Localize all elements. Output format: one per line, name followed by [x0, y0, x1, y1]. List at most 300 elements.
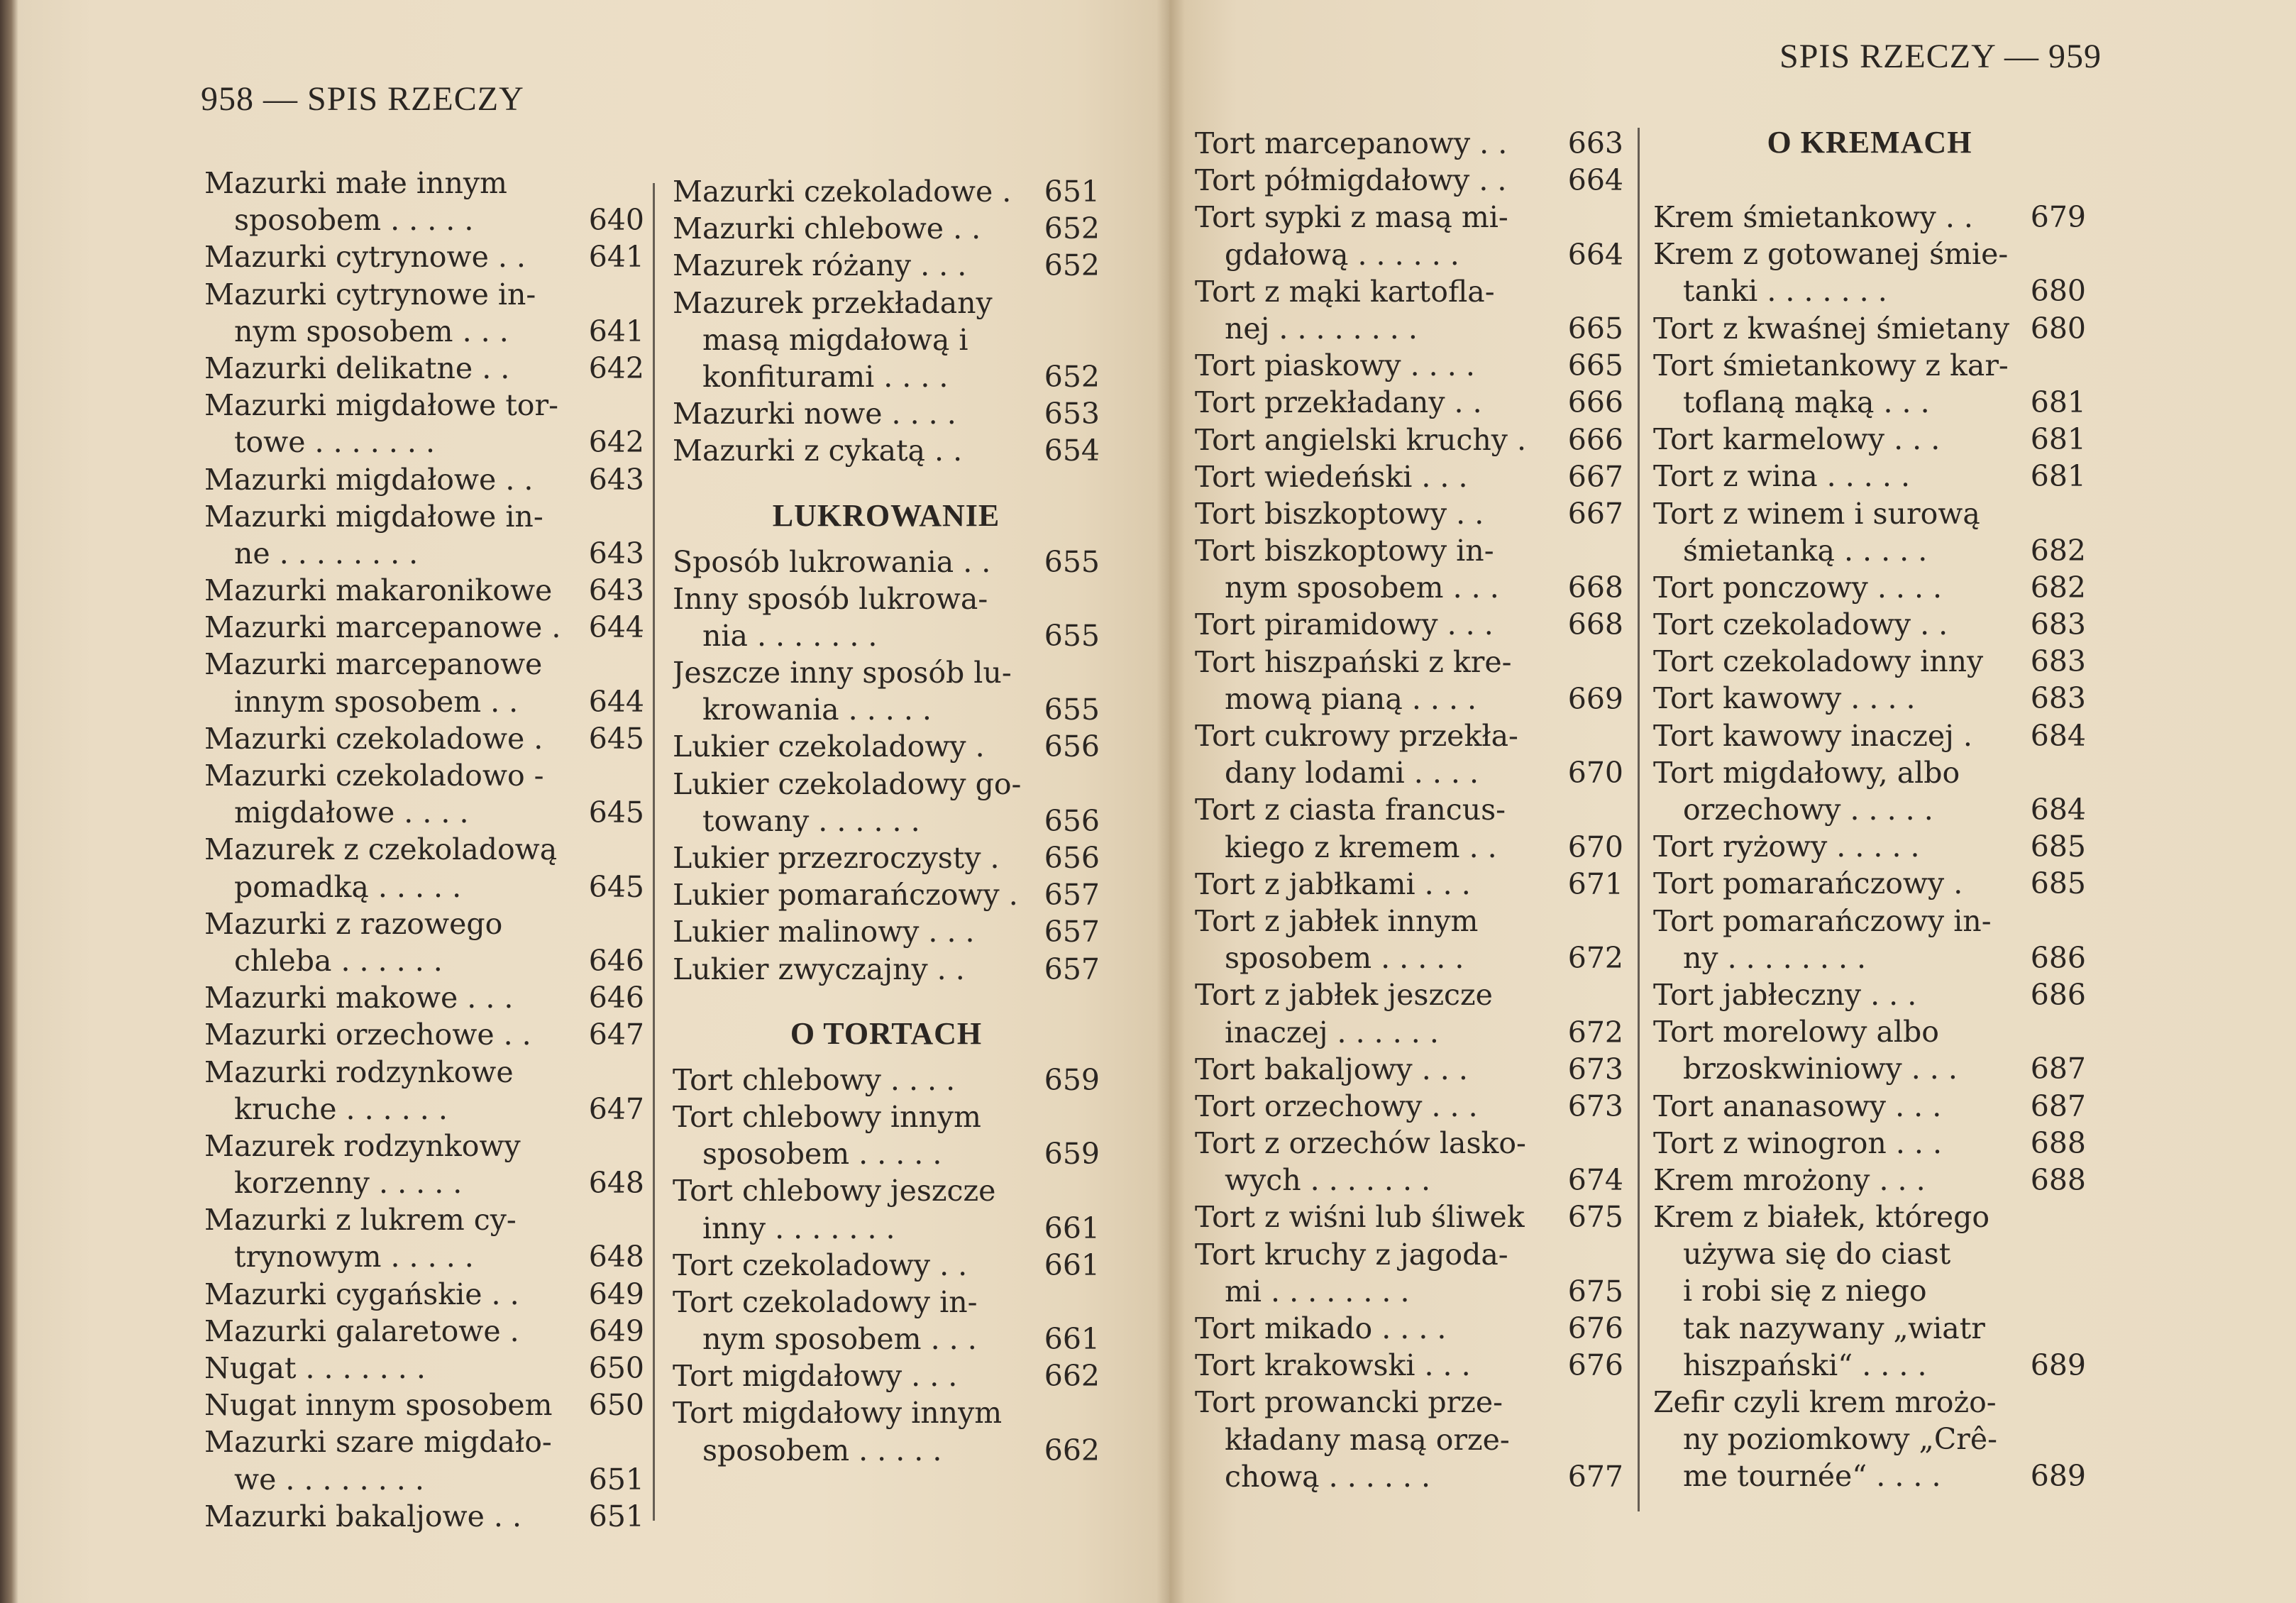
entry-title: Tort z orzechów lasko- [1195, 1126, 1526, 1161]
index-entry [673, 839, 1100, 876]
index-entry [673, 580, 1100, 617]
index-entry [1653, 1125, 2086, 1162]
entry-title: ne . . . . . . . . [234, 536, 419, 571]
entry-page-number: 661 [1044, 1211, 1100, 1245]
index-entry [204, 498, 644, 535]
index-entry [1195, 236, 1623, 273]
entry-page-number: 683 [2030, 607, 2086, 642]
entry-title: Mazurek różany . . . [673, 248, 967, 283]
index-entry [1653, 643, 2086, 680]
entry-title: używa się do ciast [1683, 1237, 1951, 1272]
entry-title: Tort śmietankowy z kar- [1653, 348, 2009, 382]
index-entry [1653, 680, 2086, 717]
index-entry [673, 617, 1100, 654]
entry-page-number: 676 [1567, 1348, 1623, 1383]
index-entry [1195, 1051, 1623, 1088]
entry-title: tak nazywany „wiatr [1683, 1311, 1985, 1345]
index-entry [1653, 458, 2086, 495]
index-entry [1653, 421, 2086, 458]
entry-page-number: 686 [2030, 940, 2086, 975]
entry-page-number: 667 [1567, 459, 1623, 494]
entry-page-number: 681 [2030, 459, 2086, 494]
entry-title: krowania . . . . . [702, 693, 932, 727]
entry-page-number: 651 [1044, 175, 1100, 209]
entry-page-number: 657 [1044, 915, 1100, 949]
entry-title: dany lodami . . . . [1225, 756, 1479, 791]
entry-page-number: 672 [1567, 941, 1623, 976]
entry-page-number: 685 [2030, 830, 2086, 864]
entry-title: Tort chlebowy jeszcze [673, 1174, 996, 1208]
entry-title: nia . . . . . . . [702, 618, 878, 653]
index-entry [1653, 1310, 2086, 1347]
entry-page-number: 661 [1044, 1322, 1100, 1357]
index-entry [673, 654, 1100, 691]
index-entry [1195, 1273, 1623, 1310]
entry-title: Tort z winogron . . . [1653, 1125, 1943, 1160]
entry-title: Inny sposób lukrowa- [673, 581, 988, 616]
entry-page-number: 647 [588, 1091, 644, 1126]
entry-page-number: 651 [588, 1462, 644, 1497]
entry-page-number: 645 [588, 869, 644, 904]
index-entry [204, 1313, 644, 1350]
index-entry [204, 1498, 644, 1535]
entry-title: masą migdałową i [702, 322, 968, 357]
entry-title: Mazurki czekoladowo - [204, 759, 544, 793]
index-entry [204, 1461, 644, 1498]
entry-title: Tort piramidowy . . . [1195, 607, 1494, 642]
entry-page-number: 644 [588, 610, 644, 645]
index-entry [1195, 495, 1623, 532]
entry-title: Mazurki cytrynowe in- [204, 277, 536, 312]
right-page [1169, 0, 2296, 1603]
index-entry [204, 461, 644, 498]
index-entry [673, 803, 1100, 839]
entry-title: Mazurki orzechowe . . [204, 1018, 531, 1052]
tortach-list [673, 1062, 1100, 1469]
entry-title: ny . . . . . . . . [1683, 940, 1867, 975]
index-entry [1195, 1310, 1623, 1347]
entry-title: Tort ananasowy . . . [1653, 1089, 1942, 1123]
entry-title: Mazurki bakaljowe . . [204, 1499, 521, 1533]
index-entry [1653, 236, 2086, 272]
index-entry [1195, 310, 1623, 347]
entry-title: sposobem . . . . . [1225, 941, 1464, 976]
index-entry [1195, 569, 1623, 606]
entry-page-number: 651 [588, 1499, 644, 1533]
index-entry [673, 1172, 1100, 1209]
entry-title: chleba . . . . . . [234, 943, 443, 978]
entry-page-number: 663 [1567, 126, 1623, 160]
index-entry [1653, 1235, 2086, 1272]
entry-page-number: 674 [1567, 1163, 1623, 1198]
index-entry [204, 424, 644, 461]
section-title-o-tortach: O TORTACH [790, 1015, 983, 1051]
entry-title: kiego z kremem . . [1225, 830, 1497, 864]
column-divider [1638, 128, 1640, 1511]
entry-title: Tort migdałowy . . . [673, 1359, 958, 1394]
entry-title: Mazurki czekoladowe . [673, 175, 1012, 209]
index-entry [1195, 681, 1623, 717]
entry-title: Mazurki z lukrem cy- [204, 1203, 517, 1238]
index-entry [673, 1394, 1100, 1431]
entry-page-number: 687 [2030, 1052, 2086, 1086]
entry-title: wych . . . . . . . [1225, 1163, 1431, 1198]
entry-page-number: 643 [588, 536, 644, 571]
index-entry [204, 942, 644, 979]
entry-title: Tort morelowy albo [1653, 1015, 1939, 1050]
entry-page-number: 684 [2030, 718, 2086, 753]
entry-page-number: 646 [588, 981, 644, 1015]
right-page-header: SPIS RZECZY — 959 [1779, 38, 2102, 75]
index-entry [1653, 865, 2086, 902]
index-entry [673, 951, 1100, 988]
index-entry [1653, 272, 2086, 309]
entry-title: Tort marcepanowy . . [1195, 126, 1508, 160]
entry-title: Tort mikado . . . . [1195, 1311, 1447, 1345]
index-entry [1653, 1013, 2086, 1050]
entry-page-number: 675 [1567, 1274, 1623, 1309]
index-entry [204, 1350, 644, 1387]
entry-page-number: 640 [588, 203, 644, 238]
index-entry [204, 165, 644, 202]
entry-title: Tort migdałowy innym [673, 1396, 1003, 1431]
entry-title: Tort wiedeński . . . [1195, 459, 1468, 494]
entry-title: gdałową . . . . . . [1225, 237, 1459, 272]
index-entry [204, 979, 644, 1016]
section-title-o-kremach: O KREMACH [1767, 125, 1972, 160]
entry-title: konfiturami . . . . [702, 359, 949, 394]
index-entry [1653, 1347, 2086, 1384]
index-entry [1653, 976, 2086, 1013]
book-gutter [1157, 0, 1185, 1603]
index-entry [204, 1238, 644, 1275]
index-entry [1653, 940, 2086, 976]
index-entry [673, 247, 1100, 284]
index-entry [1653, 754, 2086, 791]
entry-page-number: 673 [1567, 1052, 1623, 1086]
entry-title: sposobem . . . . . [234, 203, 474, 238]
entry-title: Tort chlebowy innym [673, 1099, 981, 1134]
entry-page-number: 673 [1567, 1089, 1623, 1123]
index-entry [204, 1387, 644, 1423]
index-entry [1195, 384, 1623, 421]
entry-title: Krem mrożony . . . [1653, 1162, 1926, 1197]
entry-title: Tort kruchy z jagoda- [1195, 1237, 1508, 1272]
index-entry [1195, 458, 1623, 495]
entry-page-number: 644 [588, 684, 644, 719]
left-column-2 [673, 173, 1100, 1469]
entry-page-number: 689 [2030, 1459, 2086, 1494]
entry-title: Mazurki nowe . . . . [673, 397, 956, 431]
entry-page-number: 647 [588, 1018, 644, 1052]
entry-page-number: 657 [1044, 952, 1100, 986]
entry-title: mową pianą . . . . [1225, 681, 1477, 716]
entry-page-number: 642 [588, 351, 644, 385]
index-entry [204, 1276, 644, 1313]
entry-title: Mazurki z cykatą . . [673, 434, 963, 468]
index-entry [1195, 1236, 1623, 1273]
index-entry [1195, 1199, 1623, 1235]
entry-title: Mazurki cygańskie . . [204, 1277, 519, 1311]
index-entry [1653, 199, 2086, 236]
entry-title: trynowym . . . . . [234, 1240, 474, 1274]
entry-title: Mazurki delikatne . . [204, 351, 510, 385]
index-entry [1195, 1458, 1623, 1495]
entry-title: Tort ryżowy . . . . . [1653, 830, 1920, 864]
entry-page-number: 650 [588, 1388, 644, 1423]
entry-title: Mazurki galaretowe . [204, 1313, 519, 1348]
entry-title: Lukier pomarańczowy . [673, 878, 1018, 913]
entry-title: Tort z jabłkami . . . [1195, 866, 1471, 901]
index-entry [673, 1062, 1100, 1098]
index-entry [673, 728, 1100, 765]
index-entry [673, 173, 1100, 210]
entry-page-number: 670 [1567, 756, 1623, 791]
entry-title: Tort hiszpański z kre- [1195, 644, 1512, 679]
entry-page-number: 649 [588, 1277, 644, 1311]
entry-page-number: 645 [588, 721, 644, 756]
entry-title: Mazurki szare migdało- [204, 1425, 552, 1460]
entry-page-number: 686 [2030, 977, 2086, 1012]
entry-title: Tort półmigdałowy . . [1195, 163, 1507, 198]
entry-title: Tort z wina . . . . . [1653, 459, 1910, 494]
index-entry [204, 1201, 644, 1238]
entry-title: Nugat innym sposobem [204, 1388, 553, 1423]
index-entry [1195, 976, 1623, 1013]
entry-page-number: 642 [588, 425, 644, 460]
entry-title: Mazurki z razowego [204, 906, 503, 941]
entry-title: Tort jabłeczny . . . [1653, 977, 1917, 1012]
entry-title: Mazurki migdałowe tor- [204, 388, 558, 423]
kremach-list [1653, 199, 2086, 1495]
right-column-2 [1653, 115, 2086, 1495]
entry-page-number: 682 [2030, 570, 2086, 605]
index-entry [673, 321, 1100, 358]
index-entry [673, 1098, 1100, 1135]
entry-page-number: 671 [1567, 866, 1623, 901]
entry-title: pomadką . . . . . [234, 869, 462, 904]
entry-page-number: 659 [1044, 1137, 1100, 1172]
entry-page-number: 672 [1567, 1015, 1623, 1050]
entry-title: Tort cukrowy przekła- [1195, 719, 1518, 753]
entry-title: toflaną mąką . . . [1683, 385, 1930, 419]
entry-page-number: 662 [1044, 1433, 1100, 1467]
left-column-1 [204, 165, 644, 1535]
index-entry [1653, 310, 2086, 347]
entry-title: Lukier czekoladowy go- [673, 766, 1022, 801]
entry-title: Tort z kwaśnej śmietany [1653, 311, 2010, 346]
entry-title: Tort piaskowy . . . . [1195, 348, 1475, 383]
index-entry [1653, 828, 2086, 865]
entry-page-number: 646 [588, 943, 644, 978]
index-entry [204, 869, 644, 905]
entry-title: nym sposobem . . . [234, 314, 509, 348]
index-entry [1195, 1014, 1623, 1051]
entry-title: Tort krakowski . . . [1195, 1348, 1471, 1383]
entry-title: orzechowy . . . . . [1683, 793, 1933, 827]
entry-title: Mazurki marcepanowe [204, 647, 543, 682]
entry-title: hiszpański“ . . . . [1683, 1348, 1927, 1382]
entry-title: Lukier malinowy . . . [673, 915, 975, 949]
entry-title: Tort przekładany . . [1195, 385, 1482, 420]
index-entry [673, 544, 1100, 580]
index-entry [1195, 791, 1623, 828]
entry-page-number: 656 [1044, 803, 1100, 838]
entry-title: Tort czekoladowy . . [1653, 607, 1948, 642]
entry-page-number: 677 [1567, 1459, 1623, 1494]
entry-title: towe . . . . . . . [234, 425, 435, 460]
entry-page-number: 662 [1044, 1359, 1100, 1394]
book-edge-shadow [0, 0, 18, 1603]
index-entry [204, 238, 644, 275]
entry-title: sposobem . . . . . [702, 1137, 942, 1172]
entry-title: Krem śmietankowy . . [1653, 200, 1973, 234]
entry-title: innym sposobem . . [234, 684, 519, 719]
entry-title: Tort czekoladowy . . [673, 1247, 968, 1282]
entry-title: Mazurek rodzynkowy [204, 1128, 521, 1163]
index-entry [673, 766, 1100, 803]
lukrowanie-list [673, 544, 1100, 988]
entry-page-number: 655 [1044, 544, 1100, 579]
entry-title: Tort chlebowy . . . . [673, 1062, 956, 1097]
entry-title: Tort z jabłek jeszcze [1195, 978, 1493, 1013]
entry-page-number: 661 [1044, 1247, 1100, 1282]
index-entry [1195, 903, 1623, 940]
entry-page-number: 655 [1044, 693, 1100, 727]
entry-title: we . . . . . . . . [234, 1462, 424, 1497]
index-entry [204, 757, 644, 794]
index-entry [204, 572, 644, 609]
index-entry [204, 609, 644, 646]
entry-page-number: 680 [2030, 311, 2086, 346]
entry-title: me tournée“ . . . . [1683, 1459, 1941, 1494]
entry-title: ny poziomkowy „Crê- [1683, 1422, 1997, 1457]
index-entry [1195, 1162, 1623, 1199]
entry-title: Zefir czyli krem mrożo- [1653, 1385, 1997, 1419]
index-entry [1653, 791, 2086, 828]
entry-page-number: 687 [2030, 1089, 2086, 1123]
entry-page-number: 654 [1044, 434, 1100, 468]
entry-title: Mazurki migdałowe . . [204, 462, 534, 497]
index-entry [1195, 162, 1623, 199]
index-entry [1195, 1347, 1623, 1384]
index-entry [204, 313, 644, 350]
entry-title: Mazurki marcepanowe . [204, 610, 561, 645]
entry-title: Mazurki makaronikowe [204, 573, 553, 608]
entry-title: Krem z gotowanej śmie- [1653, 237, 2009, 272]
entry-title: Mazurek przekładany [673, 285, 993, 320]
index-entry [1653, 569, 2086, 606]
index-entry [673, 691, 1100, 728]
entry-title: Tort orzechowy . . . [1195, 1089, 1478, 1123]
entry-page-number: 688 [2030, 1162, 2086, 1197]
entry-page-number: 656 [1044, 729, 1100, 764]
entry-page-number: 685 [2030, 866, 2086, 901]
entry-title: chową . . . . . . [1225, 1459, 1430, 1494]
index-entry [673, 432, 1100, 469]
entry-title: kładany masą orze- [1225, 1422, 1510, 1457]
index-entry [204, 350, 644, 387]
index-entry [1653, 1421, 2086, 1458]
entry-title: Tort pomarańczowy in- [1653, 903, 1992, 938]
index-entry [1195, 940, 1623, 976]
entry-page-number: 665 [1567, 348, 1623, 383]
entry-title: Krem z białek, którego [1653, 1200, 1990, 1235]
index-entry [204, 720, 644, 757]
index-entry [204, 1423, 644, 1460]
index-entry [1195, 1384, 1623, 1421]
index-entry [1195, 347, 1623, 384]
index-entry [1653, 347, 2086, 384]
entry-title: kruche . . . . . . [234, 1091, 448, 1126]
entry-page-number: 645 [588, 795, 644, 830]
index-entry [204, 1128, 644, 1164]
entry-title: Lukier przezroczysty . [673, 841, 1000, 875]
entry-title: Tort z wiśni lub śliwek [1195, 1200, 1525, 1235]
index-entry [673, 1284, 1100, 1321]
column-divider [653, 183, 655, 1521]
entry-page-number: 643 [588, 573, 644, 608]
entry-title: migdałowe . . . . [234, 795, 469, 830]
entry-page-number: 670 [1567, 830, 1623, 864]
entry-title: Tort biszkoptowy in- [1195, 534, 1494, 568]
entry-page-number: 683 [2030, 681, 2086, 716]
index-entry [673, 1210, 1100, 1247]
entry-title: Nugat . . . . . . . [204, 1351, 426, 1385]
index-entry [1195, 1421, 1623, 1458]
index-entry [673, 1321, 1100, 1357]
entry-title: Tort kawowy . . . . [1653, 681, 1916, 716]
index-entry [673, 1247, 1100, 1284]
entry-title: Tort angielski kruchy . [1195, 422, 1527, 457]
entry-title: Tort z ciasta francus- [1195, 793, 1506, 827]
entry-title: Mazurki makowe . . . [204, 981, 514, 1015]
entry-page-number: 641 [588, 240, 644, 275]
entry-title: Mazurki małe innym [204, 166, 507, 200]
entry-title: nej . . . . . . . . [1225, 311, 1418, 346]
entry-title: Tort migdałowy, albo [1653, 755, 1960, 790]
entry-title: Tort czekoladowy inny [1653, 644, 1984, 679]
entry-page-number: 688 [2030, 1125, 2086, 1160]
index-entry [204, 1016, 644, 1053]
entry-page-number: 681 [2030, 385, 2086, 419]
index-entry [204, 794, 644, 831]
index-entry [1195, 199, 1623, 236]
index-entry [673, 1135, 1100, 1172]
entry-title: Tort z winem i surową [1653, 496, 1980, 531]
index-entry [673, 285, 1100, 321]
entry-page-number: 666 [1567, 422, 1623, 457]
entry-title: Tort karmelowy . . . [1653, 422, 1941, 457]
entry-title: Mazurki cytrynowe . . [204, 240, 526, 275]
index-entry [1653, 903, 2086, 940]
index-entry [1195, 754, 1623, 791]
index-entry [1195, 829, 1623, 866]
entry-title: korzenny . . . . . [234, 1166, 463, 1201]
entry-title: Mazurki migdałowe in- [204, 499, 543, 534]
index-entry [204, 646, 644, 683]
index-entry [673, 210, 1100, 247]
entry-page-number: 676 [1567, 1311, 1623, 1345]
index-entry [673, 358, 1100, 395]
index-entry [1653, 1088, 2086, 1125]
index-entry [204, 276, 644, 313]
entry-page-number: 652 [1044, 211, 1100, 246]
index-entry [673, 876, 1100, 913]
index-entry [673, 395, 1100, 432]
index-entry [673, 1357, 1100, 1394]
index-entry [1195, 1125, 1623, 1162]
